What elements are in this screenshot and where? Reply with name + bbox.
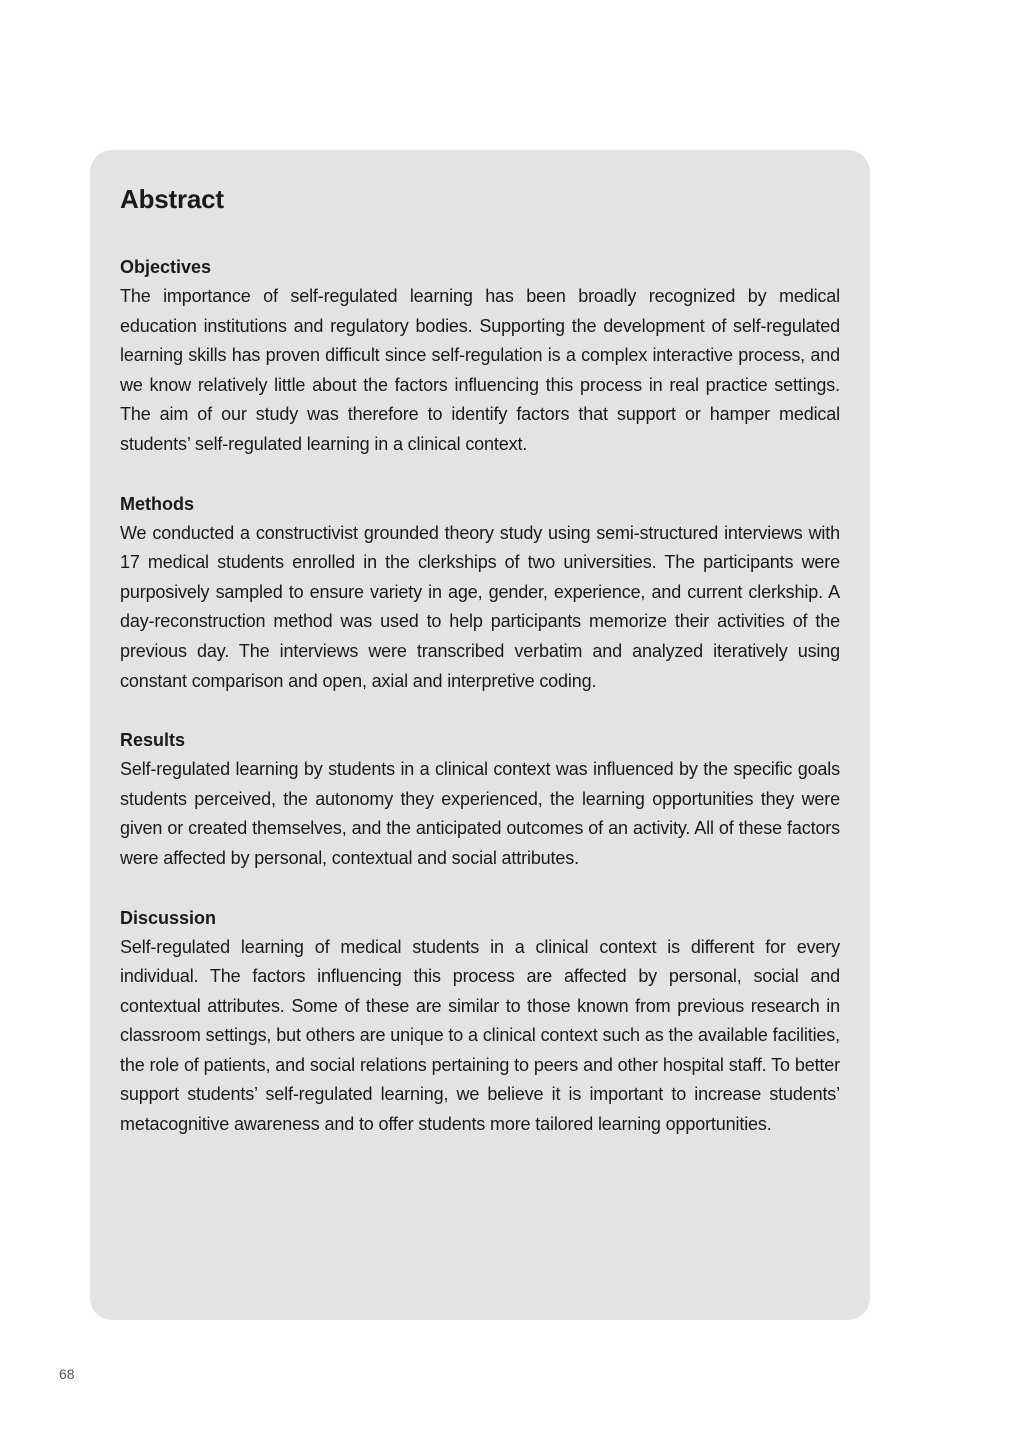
section-heading: Results bbox=[120, 730, 186, 751]
section-heading: Objectives bbox=[120, 257, 212, 277]
section-body: Self-regulated learning by students in a clinical context was influenced by the specific goals students perceived, the autonomy they experienced, the learning opportunities they were given or created themselves, and the anticipated outcomes of an activity. All of these factors were affected by personal, contextual and social attributes. bbox=[120, 759, 840, 868]
section-discussion bbox=[120, 903, 840, 1140]
section-objectives bbox=[120, 252, 840, 460]
section-results bbox=[120, 725, 840, 873]
abstract-title: Abstract bbox=[120, 184, 224, 214]
section-heading: Discussion bbox=[120, 907, 217, 928]
section-body: We conducted a constructivist grounded theory study using semi-structured interviews with 17 medical students enrolled in the clerkships of two universities. The participants were purposively sampled to ensure variety in age, gender, experience, and current clerkship. A day-reconstruction method was used to help participants memorize their activities of the previous day. The interviews were transcribed verbatim and analyzed iteratively using constant comparison and open, axial and interpretive coding. bbox=[120, 522, 840, 691]
page-number: 68 bbox=[59, 1366, 75, 1382]
section-body: Self-regulated learning of medical students in a clinical context is different for every individual. The factors influencing this process are affected by personal, social and contextual attributes. Some of these are similar to those known from previous research in classroom settings, but others are unique to a clinical context such as the available facilities, the role of patients, and social relations pertaining to peers and other hospital staff. To better support students’ self-regulated learning, we believe it is important to increase students’ metacognitive awareness and to offer students more tailored learning opportunities. bbox=[120, 936, 840, 1135]
section-methods bbox=[120, 489, 840, 697]
abstract-box bbox=[90, 150, 870, 1320]
section-body: The importance of self-regulated learning has been broadly recognized by medical education institutions and regulatory bodies. Supporting the development of self-regulated learning skills has proven difficult since self-regulation is a complex interactive process, and we know relatively little about the factors influencing this process in real practice settings. The aim of our study was therefore to identify factors that support or hamper medical students’ self-regulated learning in a clinical context. bbox=[120, 286, 840, 454]
section-heading: Methods bbox=[120, 493, 194, 514]
